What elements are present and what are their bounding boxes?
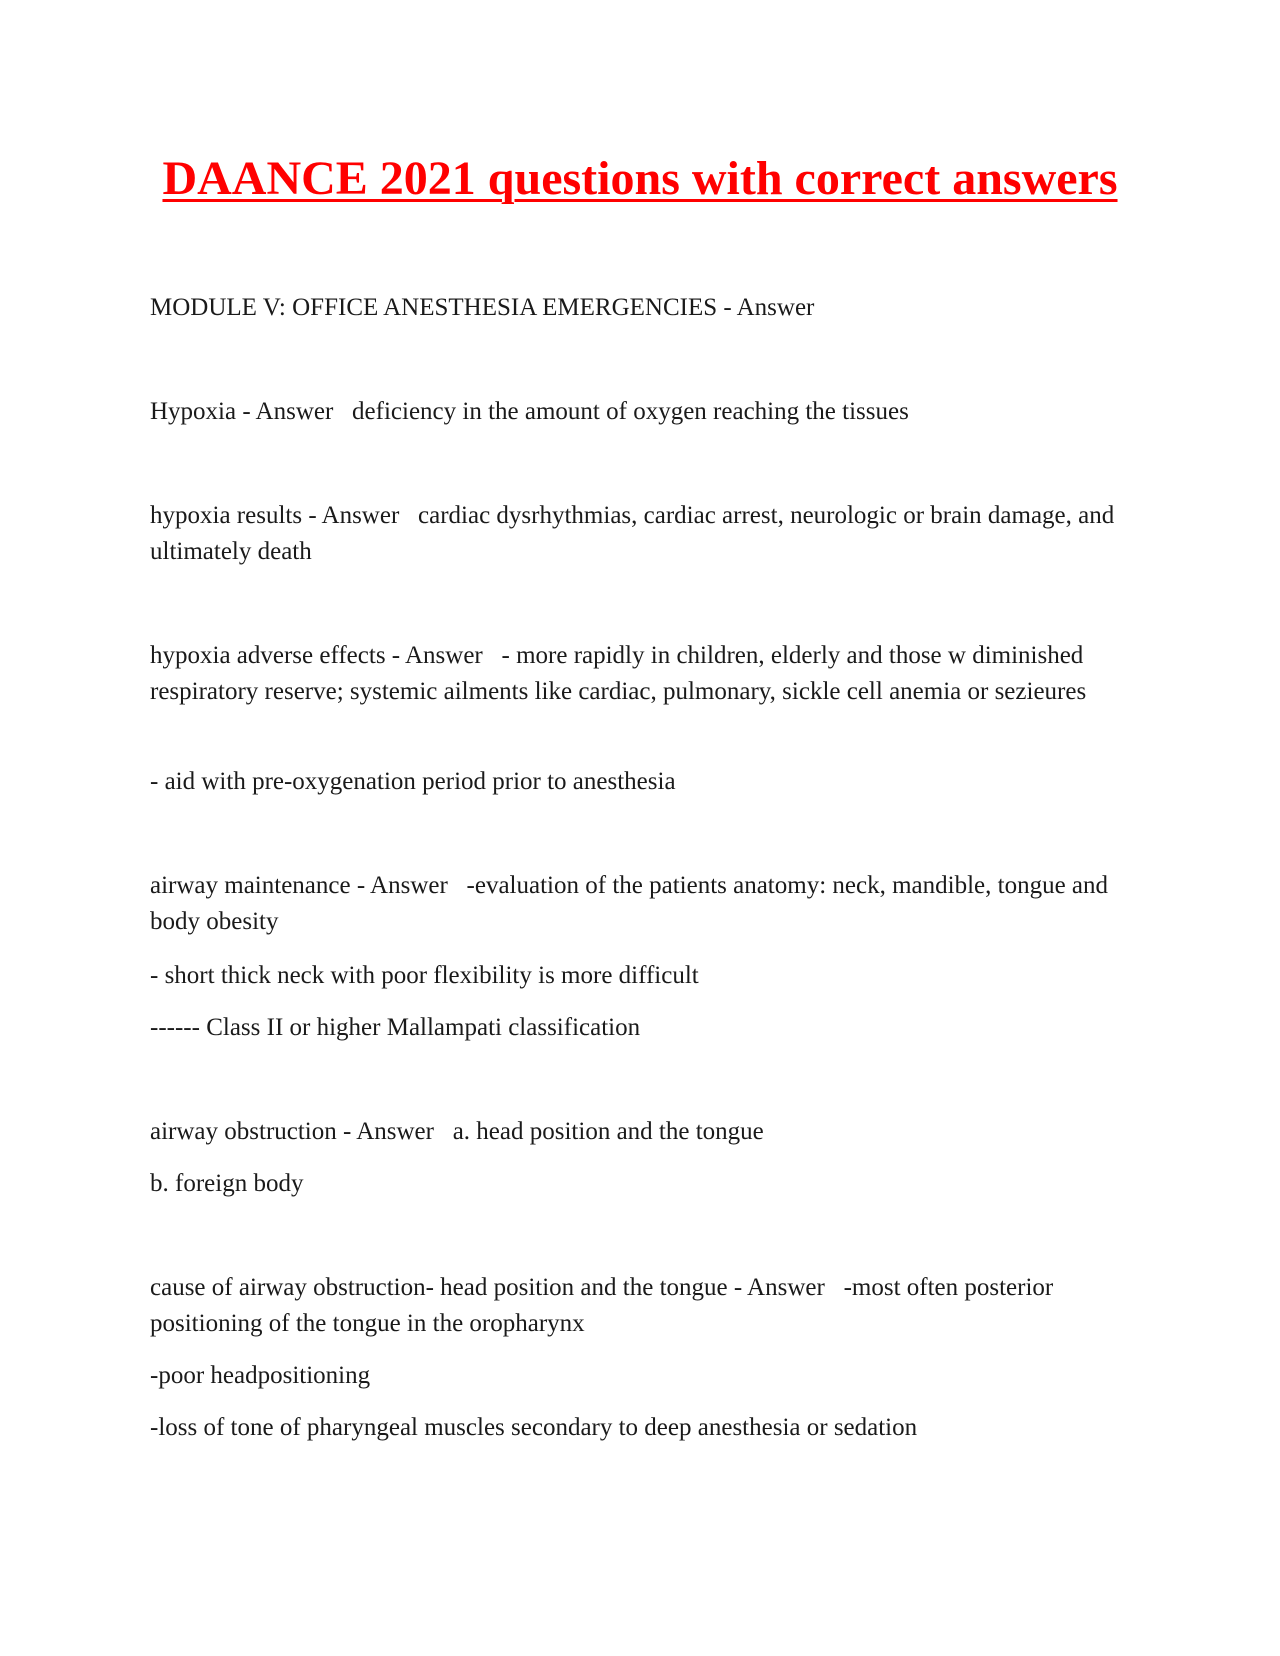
qa-cause-note-2: -loss of tone of pharyngeal muscles secondary to deep anesthesia or sedation bbox=[150, 1414, 918, 1441]
qa-cause-of-airway-obstruction: cause of airway obstruction- head position and the tongue - Answer -most often posterior positioning of the tongue in the oropharynx bbox=[150, 1274, 1060, 1337]
qa-hypoxia-results: hypoxia results - Answer cardiac dysrhythmias, cardiac arrest, neurologic or brain damage, and ultimately death bbox=[150, 502, 1121, 565]
qa-airway-maintenance-note-2: ------ Class II or higher Mallampati classification bbox=[150, 1014, 641, 1041]
qa-hypoxia: Hypoxia - Answer deficiency in the amount of oxygen reaching the tissues bbox=[150, 398, 909, 425]
qa-cause-note-1: -poor headpositioning bbox=[150, 1362, 371, 1389]
qa-hypoxia-adverse-effects-note: - aid with pre-oxygenation period prior to anesthesia bbox=[150, 768, 676, 795]
qa-airway-maintenance: airway maintenance - Answer -evaluation of the patients anatomy: neck, mandible, tongue and body obesity bbox=[150, 872, 1115, 935]
qa-airway-maintenance-note-1: - short thick neck with poor flexibility is more difficult bbox=[150, 962, 699, 989]
document-title: DAANCE 2021 questions with correct answers bbox=[162, 152, 1118, 205]
qa-hypoxia-adverse-effects: hypoxia adverse effects - Answer - more rapidly in children, elderly and those w diminished respiratory reserve; systemic ailments like cardiac, pulmonary, sickle cell anemia or sezieures bbox=[150, 642, 1090, 705]
module-heading: MODULE V: OFFICE ANESTHESIA EMERGENCIES - Answer bbox=[150, 294, 815, 321]
qa-airway-obstruction-item-b: b. foreign body bbox=[150, 1170, 304, 1197]
qa-airway-obstruction: airway obstruction - Answer a. head position and the tongue bbox=[150, 1118, 764, 1145]
